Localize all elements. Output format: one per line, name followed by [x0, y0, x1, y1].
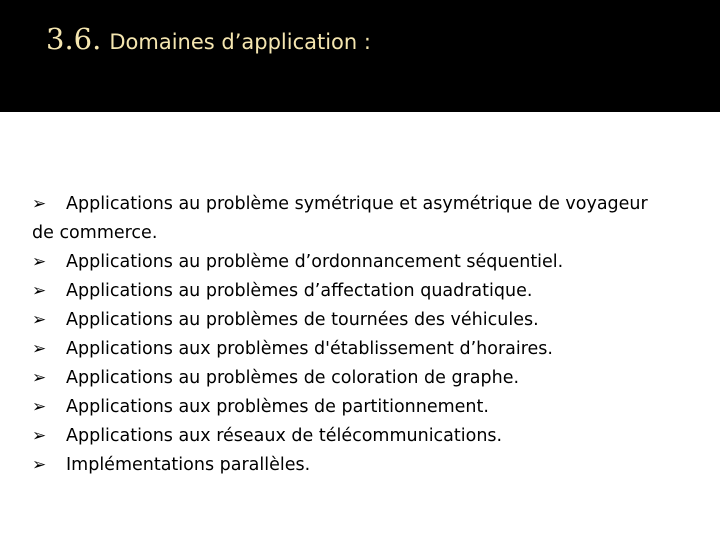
arrow-bullet-icon: ➢	[32, 194, 47, 214]
bullet-list	[32, 190, 672, 480]
arrow-bullet-icon: ➢	[32, 281, 47, 301]
arrow-bullet-icon: ➢	[32, 397, 47, 417]
list-item-text: Applications aux réseaux de télécommunications.	[66, 426, 503, 446]
list-item	[32, 190, 672, 248]
list-item	[32, 306, 672, 335]
arrow-bullet-icon: ➢	[32, 368, 47, 388]
title-band	[0, 0, 720, 112]
list-item	[32, 451, 672, 480]
list-item-text: Applications au problèmes de coloration de graphe.	[66, 368, 520, 388]
list-item	[32, 248, 672, 277]
list-item	[32, 364, 672, 393]
list-item	[32, 422, 672, 451]
arrow-bullet-icon: ➢	[32, 455, 47, 475]
list-item	[32, 277, 672, 306]
arrow-bullet-icon: ➢	[32, 426, 47, 446]
list-item	[32, 393, 672, 422]
list-item-text: Applications au problème symétrique et asymétrique de voyageur de commerce.	[32, 194, 648, 243]
list-item-text: Applications aux problèmes de partitionnement.	[66, 397, 489, 417]
list-item-text: Implémentations parallèles.	[66, 455, 311, 475]
list-item-text: Applications au problèmes de tournées des véhicules.	[66, 310, 539, 330]
list-item	[32, 335, 672, 364]
list-item-text: Applications aux problèmes d'établissement d’horaires.	[66, 339, 553, 359]
list-item-text: Applications au problème d’ordonnancement séquentiel.	[66, 252, 564, 272]
section-number: 3.6.	[46, 22, 102, 56]
section-title: Domaines d’application :	[109, 30, 371, 54]
list-item-text: Applications au problèmes d’affectation quadratique.	[66, 281, 533, 301]
slide-title	[46, 22, 371, 56]
arrow-bullet-icon: ➢	[32, 310, 47, 330]
arrow-bullet-icon: ➢	[32, 339, 47, 359]
arrow-bullet-icon: ➢	[32, 252, 47, 272]
